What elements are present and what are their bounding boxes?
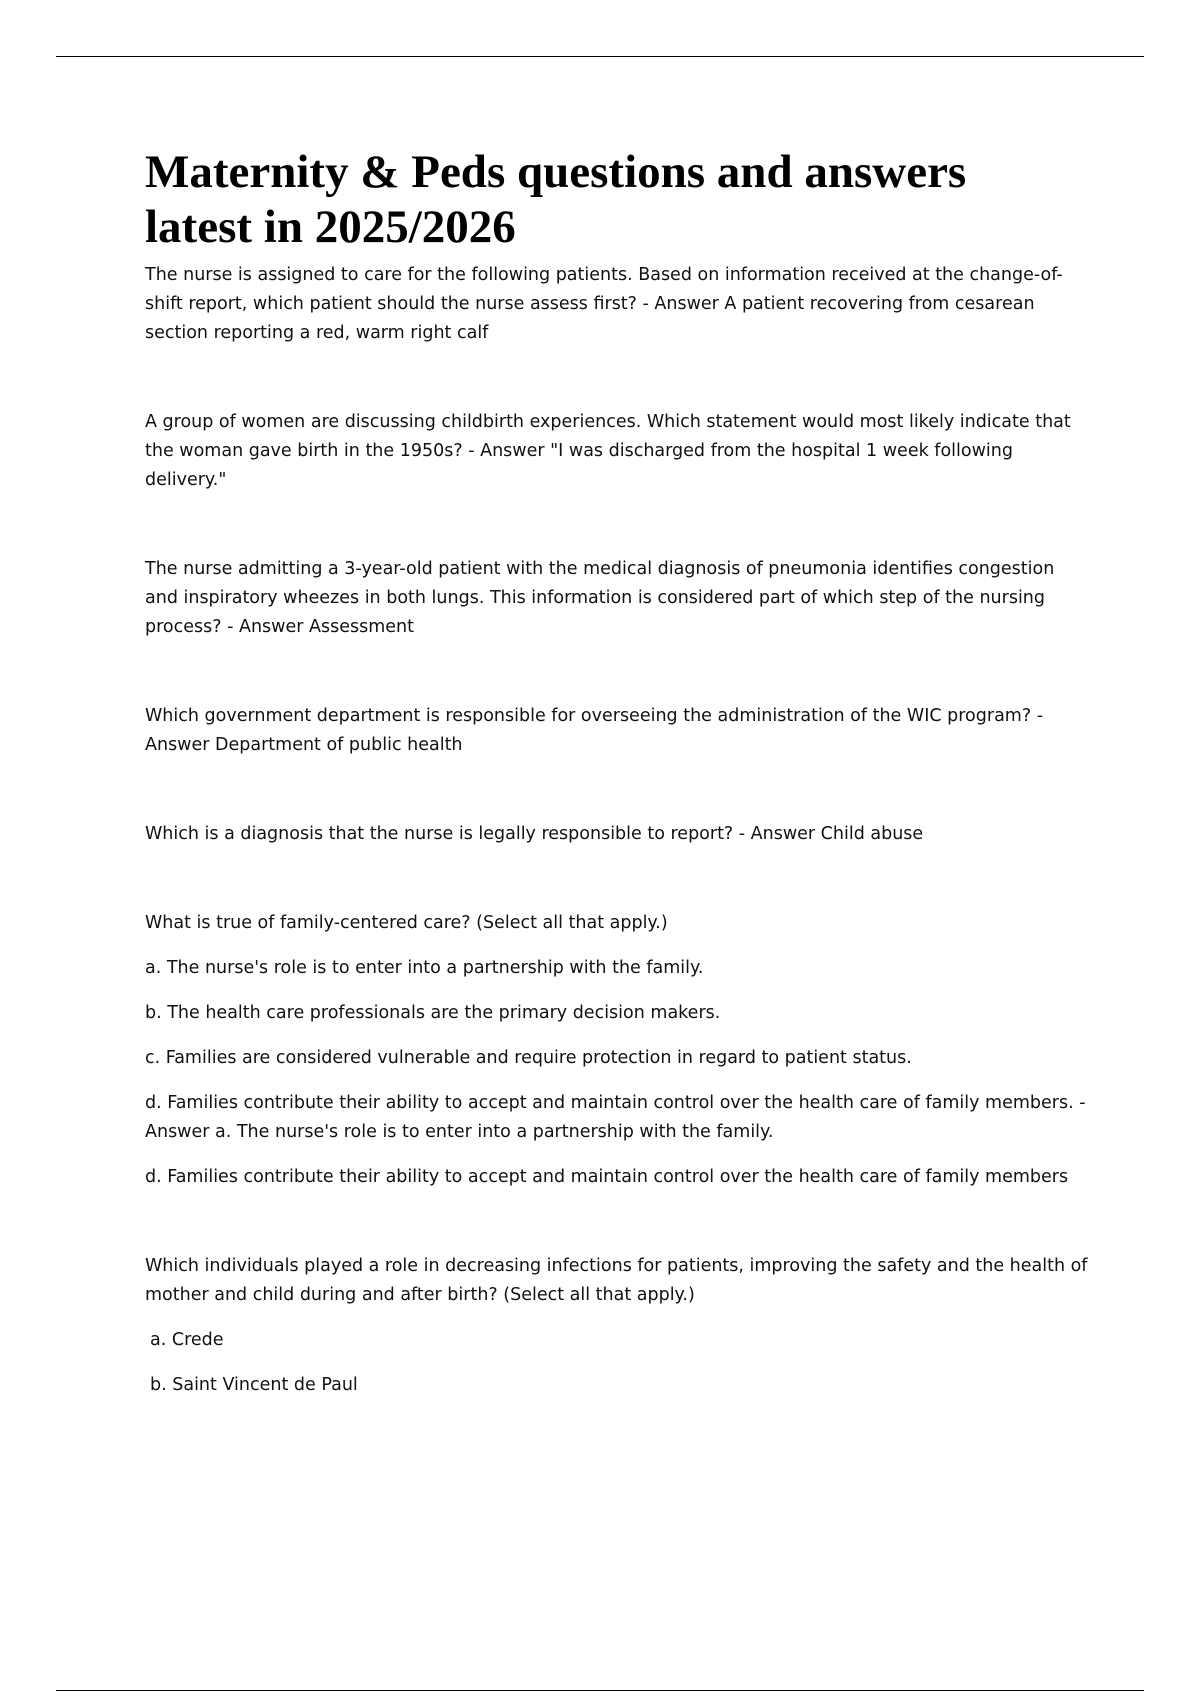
option-a: a. The nurse's role is to enter into a partnership with the family.	[145, 958, 704, 978]
qa-item-text: The nurse admitting a 3-year-old patient with the medical diagnosis of pneumonia identifies congestion and inspiratory wheezes in both lungs. This information is considered part of which step of the nursing process? - Answer Assessment	[145, 559, 1055, 637]
header-rule	[56, 56, 1144, 57]
footer-rule	[56, 1690, 1144, 1691]
qa-item-text: A group of women are discussing childbirth experiences. Which statement would most likely indicate that the woman gave birth in the 1950s? - Answer "I was discharged from the hospital 1 week following delivery."	[145, 412, 1071, 490]
qa-infections	[145, 1252, 1090, 1400]
answer-d: d. Families contribute their ability to accept and maintain control over the health care of family members	[145, 1167, 1069, 1187]
qa-item-4	[145, 702, 1090, 760]
qa-item-1	[145, 261, 1090, 348]
qa-item-text: Which government department is responsible for overseeing the administration of the WIC program? - Answer Department of public health	[145, 706, 1044, 755]
title-line-1: Maternity & Peds questions and answers	[145, 146, 967, 198]
option-b: b. Saint Vincent de Paul	[150, 1375, 358, 1395]
option-b: b. The health care professionals are the primary decision makers.	[145, 1003, 721, 1023]
question-text: Which individuals played a role in decreasing infections for patients, improving the safety and the health of mother and child during and after birth? (Select all that apply.)	[145, 1256, 1088, 1305]
option-d: d. Families contribute their ability to accept and maintain control over the health care of family members. - Answer a. The nurse's role is to enter into a partnership with the family.	[145, 1093, 1086, 1142]
title-line-2: latest in 2025/2026	[145, 201, 516, 253]
qa-item-5	[145, 820, 1090, 849]
qa-family-care	[145, 909, 1090, 1192]
qa-item-2	[145, 408, 1090, 495]
document-body	[145, 145, 1090, 1460]
qa-item-3	[145, 555, 1090, 642]
question-text: What is true of family-centered care? (Select all that apply.)	[145, 913, 668, 933]
document-title	[145, 145, 1090, 255]
qa-item-text: Which is a diagnosis that the nurse is legally responsible to report? - Answer Child abuse	[145, 824, 924, 844]
qa-item-text: The nurse is assigned to care for the following patients. Based on information received at the change-of-shift report, which patient should the nurse assess first? - Answer A patient recovering from cesarean section reporting a red, warm right calf	[145, 265, 1063, 343]
option-a: a. Crede	[150, 1330, 224, 1350]
option-c: c. Families are considered vulnerable and require protection in regard to patient status.	[145, 1048, 912, 1068]
